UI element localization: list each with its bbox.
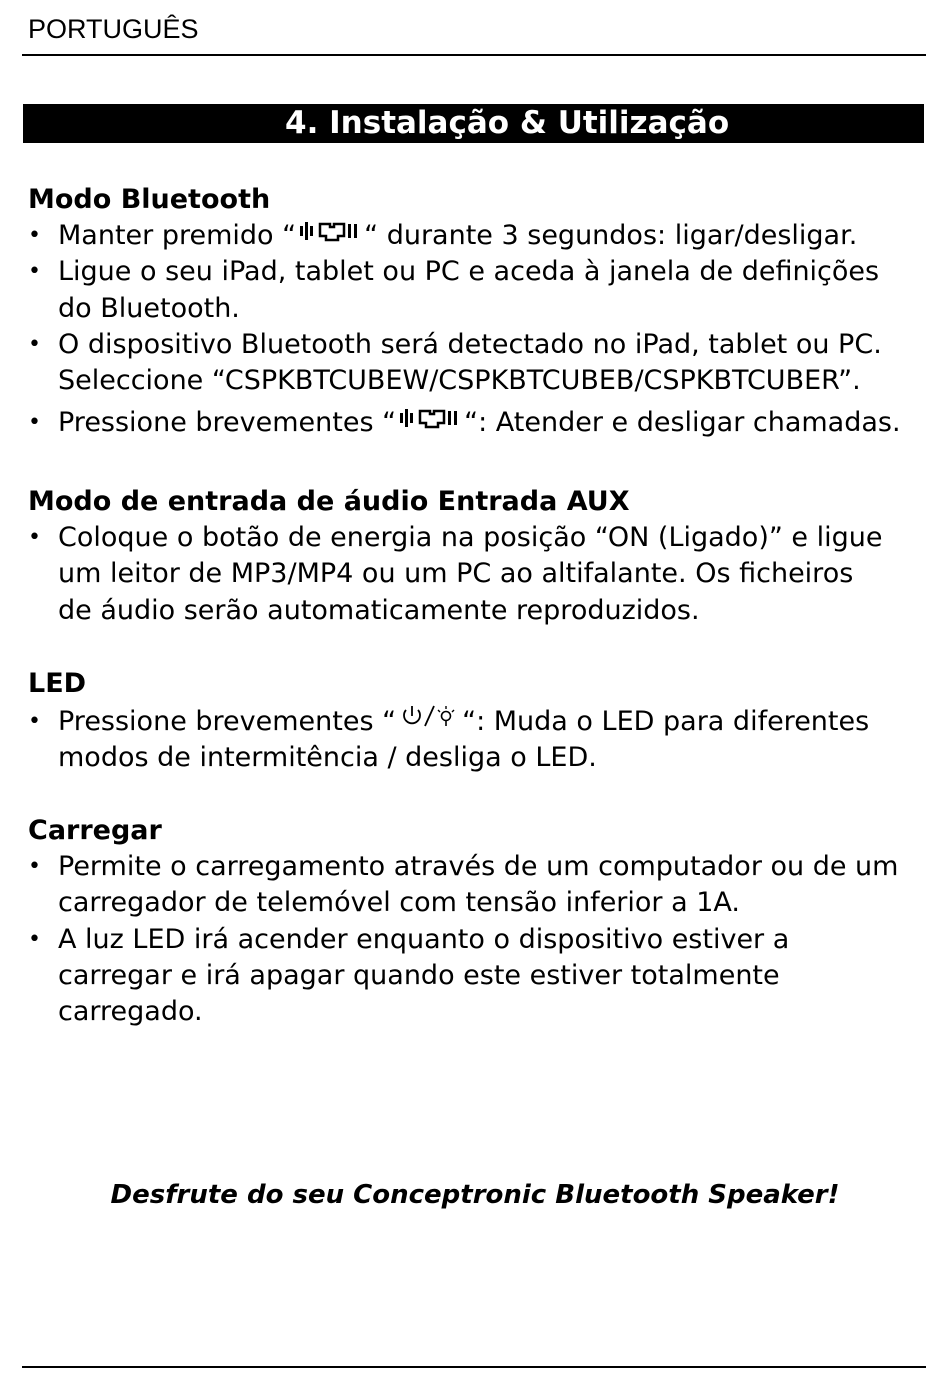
list-item: • Pressione brevementes “ “: Muda o LED para diferentes modos de intermitência / desliga o LED. — [28, 704, 948, 777]
bluetooth-section — [28, 182, 948, 442]
charge-heading: Carregar — [28, 815, 162, 846]
play-pause-icon — [398, 407, 462, 429]
list-item: • Ligue o seu iPad, tablet ou PC e aceda à janela de definições do Bluetooth. — [28, 254, 948, 327]
bottom-divider — [22, 1366, 926, 1368]
language-label: PORTUGUÊS — [28, 14, 199, 44]
led-section — [28, 666, 948, 777]
led-heading: LED — [28, 668, 87, 699]
list-item: • O dispositivo Bluetooth será detectado no iPad, tablet ou PC. Seleccione “CSPKBTCUBEW/CSPKBTCUBEB/CSPKBTCUBER”. — [28, 327, 948, 400]
aux-section — [28, 484, 948, 629]
list-item: • Coloque o botão de energia na posição “ON (Ligado)” e ligue um leitor de MP3/MP4 ou um PC ao altifalante. Os ficheiros de áudio serão automaticamente reproduzidos. — [28, 520, 948, 629]
top-divider — [22, 54, 926, 56]
list-item: • A luz LED irá acender enquanto o dispositivo estiver a carregar e irá apagar quando este estiver totalmente carregado. — [28, 922, 948, 1031]
charge-section — [28, 813, 948, 1030]
play-pause-icon — [298, 220, 362, 242]
list-item: • Permite o carregamento através de um computador ou de um carregador de telemóvel com tensão inferior a 1A. — [28, 849, 948, 922]
aux-heading: Modo de entrada de áudio Entrada AUX — [28, 486, 630, 517]
section-banner — [23, 104, 924, 143]
footer-tagline: Desfrute do seu Conceptronic Bluetooth Speaker! — [110, 1180, 840, 1210]
bluetooth-heading: Modo Bluetooth — [28, 184, 271, 215]
power-light-icon — [398, 704, 460, 728]
section-title: 4. Instalação & Utilização — [285, 105, 730, 141]
list-item: • Pressione brevementes “ “: Atender e desligar chamadas. — [28, 405, 948, 441]
list-item: • Manter premido “ “ durante 3 segundos: ligar/desligar. — [28, 218, 948, 254]
